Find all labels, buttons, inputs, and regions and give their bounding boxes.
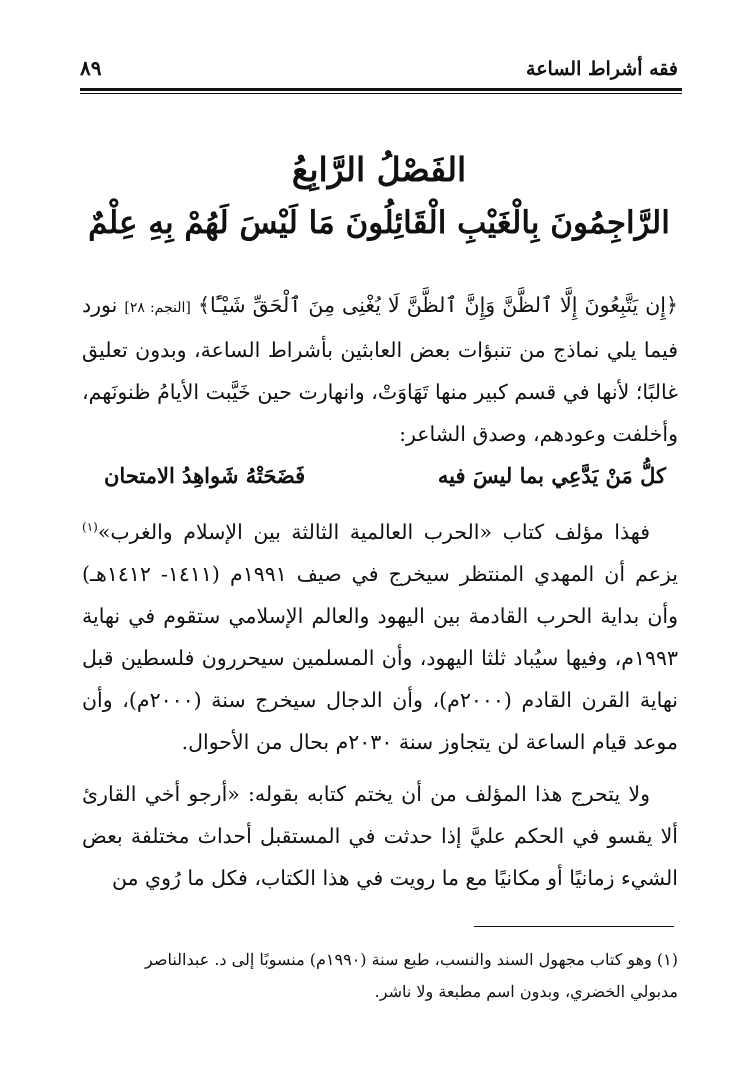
footnote-rule	[474, 926, 674, 927]
body-text	[82, 284, 678, 899]
header-rule-thin	[80, 93, 682, 94]
footnote-1-line-1: (١) وهو كتاب مجهول السند والنسب، طبع سنة (١٩٩٠م) منسوبًا إلى د. عبدالناصر	[145, 950, 678, 969]
running-title: فقه أشراط الساعة	[526, 58, 678, 80]
paragraph-2	[82, 511, 678, 763]
paragraph-2-rest: يزعم أن المهدي المنتظر سيخرج في صيف ١٩٩١م (١٤١١- ١٤١٢هـ) وأن بداية الحرب القادمة بين اليهود والعالم الإسلامي ستقوم في نهاية ١٩٩٣م، وفيها سيُباد ثلثا اليهود، وأن المسلمين سيحررون فلسطين قبل نهاية القرن القادم (٢٠٠٠م)، وأن الدجال سيخرج سنة (٢٠٠٠م)، وأن موعد قيام الساعة لن يتجاوز سنة ٢٠٣٠م بحال من الأحوال.	[82, 562, 678, 754]
footnotes	[80, 944, 678, 1008]
quran-verse: ﴿إِن يَتَّبِعُونَ إِلَّا ٱلظَّنَّ وَإِنَّ ٱلظَّنَّ لَا يُغْنِى مِنَ ٱلْحَقِّ شَيْـًٔا﴾	[197, 293, 678, 317]
header-rule-thick	[80, 88, 682, 91]
poetry-verse	[82, 455, 678, 497]
chapter-subtitle: الرَّاجِمُونَ بِالْغَيْبِ الْقَائِلُونَ مَا لَيْسَ لَهُمْ بِهِ عِلْمٌ	[88, 205, 670, 241]
page-number: ٨٩	[80, 56, 102, 80]
verse-first-hemistich: كلُّ مَنْ يَدَّعِي بما ليسَ فيه	[437, 463, 666, 488]
paragraph-1-text: نورد فيما يلي نماذج من تنبؤات بعض العابثين بأشراط الساعة، وبدون تعليق غالبًا؛ لأنها في قسم كبير منها تَهَاوَتْ، وانهارت حين خَيَّبت الأيامُ ظنونَهم، وأخلفت وعودهم، وصدق الشاعر:	[82, 293, 678, 446]
paragraph-1	[82, 284, 678, 455]
footnote-1-line-2: مدبولي الخضري، وبدون اسم مطبعة ولا ناشر.	[374, 982, 678, 1001]
paragraph-3: ولا يتحرج هذا المؤلف من أن يختم كتابه بقوله: «أرجو أخي القارئ ألا يقسو في الحكم عليَّ إذا حدثت في المستقبل أحداث مختلفة بعض الشيء زمانيًا أو مكانيًا مع ما رويت في هذا الكتاب، فكل ما رُوي من	[82, 782, 678, 890]
verse-second-hemistich: فَضَحَتْهُ شَواهِدُ الامتحان	[104, 463, 306, 488]
chapter-title: الفَصْلُ الرَّابِعُ	[291, 150, 467, 189]
quran-reference: [النجم: ٢٨]	[124, 300, 191, 316]
paragraph-2-start: فهذا مؤلف كتاب «الحرب العالمية الثالثة بين الإسلام والغرب»	[97, 520, 650, 544]
page-header	[80, 52, 678, 90]
footnote-marker: (١)	[82, 520, 98, 535]
